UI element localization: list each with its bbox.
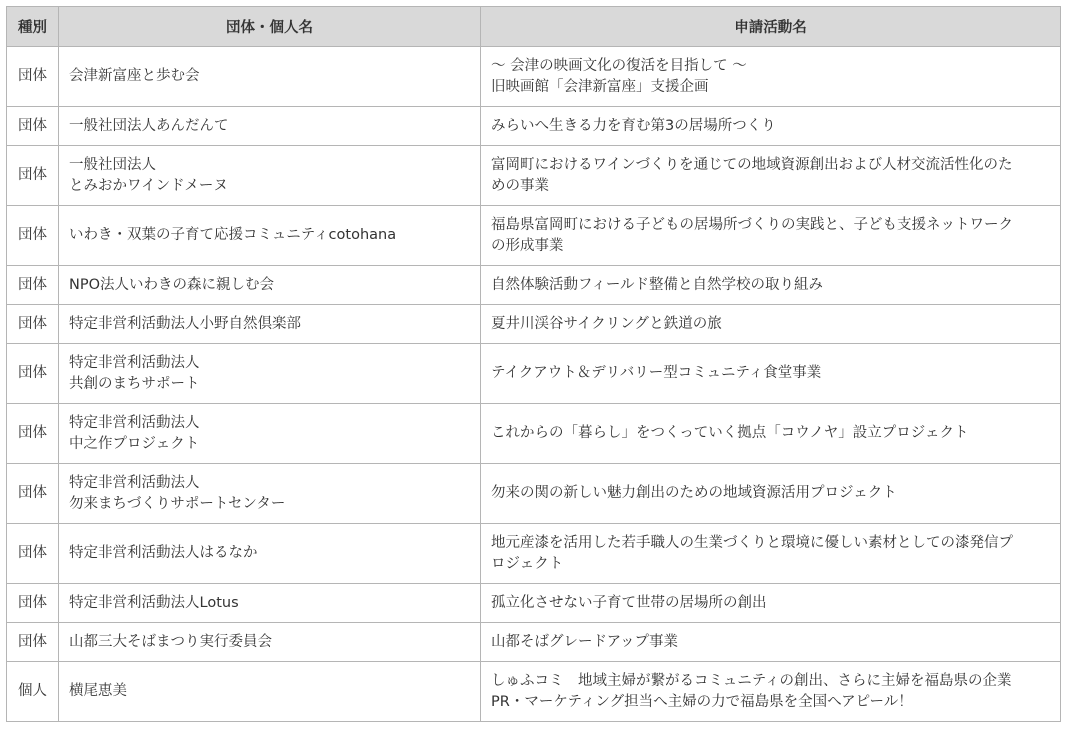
name-line: 特定非営利活動法人小野自然倶楽部: [69, 315, 301, 332]
name-line: 中之作プロジェクト: [69, 435, 200, 452]
table-row: [7, 464, 1061, 524]
cell-activity: [481, 623, 1061, 662]
table-row: [7, 305, 1061, 344]
cell-name: [59, 524, 481, 584]
cell-type: 団体: [7, 344, 59, 404]
header-type: 種別: [7, 7, 59, 47]
name-line: 会津新富座と歩む会: [69, 68, 200, 84]
table-row: [7, 47, 1061, 107]
cell-name: [59, 266, 481, 305]
cell-type: 個人: [7, 662, 59, 722]
header-name: 団体・個人名: [59, 7, 481, 47]
name-line: 特定非営利活動法人Lotus: [69, 594, 239, 611]
activity-line: 自然体験活動フィールド整備と自然学校の取り組み: [491, 276, 824, 293]
table-row: [7, 266, 1061, 305]
activity-line: 福島県富岡町における子どもの居場所づくりの実践と、子ども支援ネットワーク: [491, 216, 1013, 233]
activity-line: 勿来の関の新しい魅力創出のための地域資源活用プロジェクト: [491, 485, 897, 501]
name-line: 特定非営利活動法人: [69, 474, 200, 491]
cell-activity: [481, 107, 1061, 146]
name-line: とみおかワインドメーヌ: [69, 177, 228, 194]
table-row: [7, 344, 1061, 404]
table-row: [7, 146, 1061, 206]
cell-type: 団体: [7, 206, 59, 266]
cell-name: [59, 344, 481, 404]
activity-line: 地元産漆を活用した若手職人の生業づくりと環境に優しい素材としての漆発信プ: [491, 534, 1013, 551]
cell-activity: [481, 404, 1061, 464]
cell-activity: [481, 47, 1061, 107]
table-row: [7, 524, 1061, 584]
cell-type: 団体: [7, 623, 59, 662]
cell-activity: [481, 146, 1061, 206]
cell-name: [59, 107, 481, 146]
header-activity: 申請活動名: [481, 7, 1061, 47]
name-line: NPO法人いわきの森に親しむ会: [69, 276, 275, 293]
name-line: 特定非営利活動法人: [69, 354, 200, 371]
activity-line: ～ 会津の映画文化の復活を目指して ～: [491, 57, 747, 74]
cell-name: [59, 623, 481, 662]
cell-activity: [481, 344, 1061, 404]
cell-type: 団体: [7, 107, 59, 146]
name-line: 特定非営利活動法人はるなか: [69, 545, 258, 561]
cell-activity: [481, 266, 1061, 305]
cell-name: [59, 206, 481, 266]
table-row: [7, 404, 1061, 464]
table-row: [7, 107, 1061, 146]
name-line: 一般社団法人: [69, 156, 156, 173]
name-line: 山都三大そばまつり実行委員会: [69, 633, 272, 650]
cell-activity: [481, 206, 1061, 266]
table-row: [7, 584, 1061, 623]
name-line: 一般社団法人あんだんて: [69, 117, 229, 134]
activity-line: 山都そばグレードアップ事業: [491, 633, 679, 650]
cell-type: 団体: [7, 266, 59, 305]
activity-line: みらいへ生きる力を育む第3の居場所つくり: [491, 117, 776, 134]
cell-name: [59, 464, 481, 524]
name-line: 共創のまちサポート: [69, 375, 200, 392]
table-header-row: [7, 7, 1061, 47]
activity-line: の形成事業: [491, 237, 564, 254]
cell-type: 団体: [7, 305, 59, 344]
activity-line: 夏井川渓谷サイクリングと鉄道の旅: [491, 315, 722, 332]
name-line: 特定非営利活動法人: [69, 414, 200, 431]
cell-name: [59, 47, 481, 107]
activity-line: 孤立化させない子育て世帯の居場所の創出: [491, 594, 767, 611]
activity-line: PR・マーケティング担当へ主婦の力で福島県を全国へアピール！: [491, 693, 913, 710]
name-line: いわき・双葉の子育て応援コミュニティcotohana: [69, 227, 397, 243]
table-row: [7, 662, 1061, 722]
cell-type: 団体: [7, 404, 59, 464]
cell-type: 団体: [7, 146, 59, 206]
cell-activity: [481, 662, 1061, 722]
name-line: 勿来まちづくりサポートセンター: [69, 495, 286, 512]
table-body: [7, 47, 1061, 722]
cell-activity: [481, 524, 1061, 584]
applicant-table: [6, 6, 1061, 722]
activity-line: めの事業: [491, 177, 549, 194]
table-row: [7, 623, 1061, 662]
activity-line: 旧映画館「会津新富座」支援企画: [491, 78, 709, 95]
activity-line: ロジェクト: [491, 555, 564, 572]
cell-activity: [481, 584, 1061, 623]
cell-name: [59, 305, 481, 344]
activity-line: しゅふコミ 地域主婦が繋がるコミュニティの創出、さらに主婦を福島県の企業: [491, 672, 1012, 689]
cell-type: 団体: [7, 524, 59, 584]
table-row: [7, 206, 1061, 266]
cell-name: [59, 662, 481, 722]
name-line: 横尾恵美: [69, 683, 127, 699]
activity-line: 富岡町におけるワインづくりを通じての地域資源創出および人材交流活性化のた: [491, 156, 1013, 173]
cell-type: 団体: [7, 584, 59, 623]
cell-activity: [481, 464, 1061, 524]
cell-name: [59, 584, 481, 623]
activity-line: テイクアウト＆デリバリー型コミュニティ食堂事業: [491, 365, 822, 381]
activity-line: これからの「暮らし」をつくっていく拠点「コウノヤ」設立プロジェクト: [491, 425, 969, 441]
cell-name: [59, 404, 481, 464]
cell-name: [59, 146, 481, 206]
cell-type: 団体: [7, 47, 59, 107]
cell-activity: [481, 305, 1061, 344]
cell-type: 団体: [7, 464, 59, 524]
